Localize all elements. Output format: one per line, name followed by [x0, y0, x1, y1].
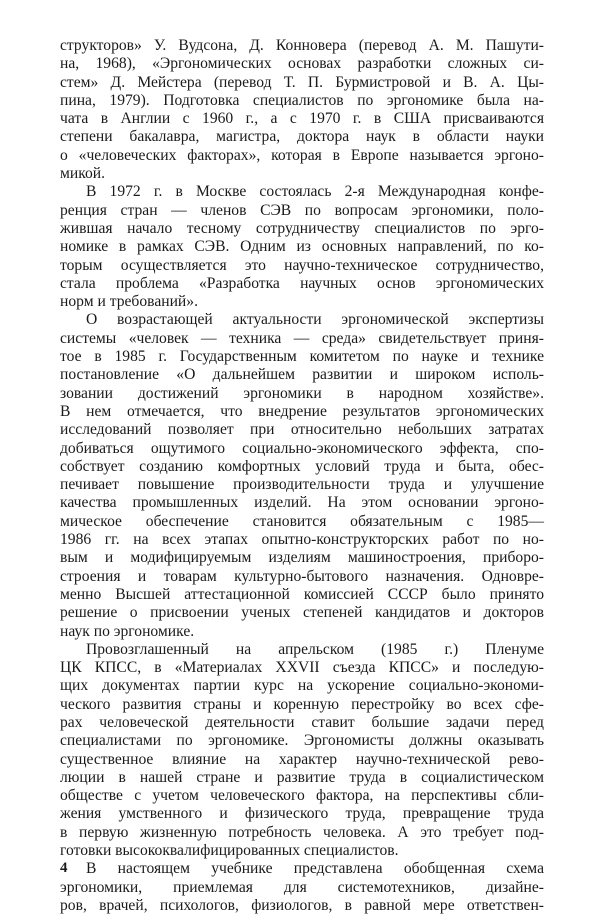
text-line: исследований позволяет при относительно небольших затратах — [60, 421, 544, 439]
text-line: обществе с учетом человеческого фактора, на перспективы сбли- — [60, 787, 544, 805]
text-line: собствует созданию комфортных условий труда и быта, обес- — [60, 457, 544, 475]
text-line: специалистами по эргономике. Эргономисты должны оказывать — [60, 732, 544, 750]
text-line: добиваться ощутимого социально-экономического эффекта, спо- — [60, 439, 544, 457]
text-line: люции в нашей стране и развитие труда в социалистическом — [60, 768, 544, 786]
paragraph — [60, 641, 544, 861]
text-line: готовки высококвалифицированных специалистов. — [60, 842, 399, 860]
text-line: ренция стран — членов СЭВ по вопросам эргономики, поло- — [60, 201, 544, 219]
text-line: пина, 1979). Подготовка специалистов по эргономике была на- — [60, 91, 544, 109]
text-line: щих документах партии курс на ускорение социально-экономи- — [60, 677, 544, 695]
paragraph — [60, 860, 544, 915]
text-line: торым осуществляется это научно-техническое сотрудничество, — [60, 256, 544, 274]
text-line: О возрастающей актуальности эргономической экспертизы — [86, 311, 544, 329]
text-line: В 1972 г. в Москве состоялась 2-я Международная конфе- — [86, 183, 544, 201]
text-line: наук по эргономике. — [60, 622, 195, 640]
text-line: чата в Англии с 1960 г., а с 1970 г. в США присваиваются — [60, 110, 544, 128]
text-line: жения умственного и физического труда, превращение труда — [60, 805, 544, 823]
text-line: структоров» У. Вудсона, Д. Конновера (перевод А. М. Пашути- — [60, 37, 544, 54]
text-line: рах человеческой деятельности ставит большие задачи перед — [60, 713, 544, 731]
text-line: номике в рамках СЭВ. Одним из основных направлений, по ко- — [60, 238, 544, 256]
text-line: решение о присвоении ученых степеней кандидатов и докторов — [60, 604, 544, 622]
text-line: системы «человек — техника — среда» свидетельствует приня- — [60, 329, 544, 347]
text-line: ЦК КПСС, в «Материалах XXVII съезда КПСС» и последую- — [60, 659, 544, 677]
text-line: стала проблема «Разработка научных основ эргономических — [60, 274, 544, 292]
text-line: о «человеческих факторах», которая в Европе называется эргоно- — [60, 146, 544, 164]
text-line: Провозглашенный на апрельском (1985 г.) Пленуме — [86, 640, 544, 658]
text-line: микой. — [60, 165, 106, 183]
text-line: вым и модифицируемым изделиям машиностроения, приборо- — [60, 549, 544, 567]
text-line: на, 1968), «Эргономических основах разработки сложных си- — [60, 55, 544, 73]
text-line: в первую жизненную потребность человека. А это требует под- — [60, 823, 544, 841]
text-line: менно Высшей аттестационной комиссией СССР было принято — [60, 585, 544, 603]
text-line: эргономики, приемлемая для системотехников, дизайне- — [60, 878, 544, 896]
text-line: 1986 гг. на всех этапах опытно-конструкторских работ по но- — [60, 531, 544, 549]
text-line: стем» Д. Мейстера (перевод Т. П. Бурмистровой и В. А. Цы- — [60, 73, 544, 91]
text-line: качества промышленных изделий. На этом основании эргоно- — [60, 494, 544, 512]
text-line: постановление «О дальнейшем развитии и широком исполь- — [60, 366, 544, 384]
text-line: ров, врачей, психологов, физиологов, в равной мере ответствен- — [60, 896, 544, 914]
text-line: жившая начало тесному сотрудничеству специалистов по эрго- — [60, 219, 544, 237]
text-line: степени бакалавра, магистра, доктора наук в области науки — [60, 128, 544, 146]
text-line: норм и требований». — [60, 293, 198, 311]
text-line: мическое обеспечение становится обязательным с 1985— — [60, 512, 544, 530]
body-text — [60, 37, 544, 915]
text-line: В нем отмечается, что внедрение результатов эргономических — [60, 402, 544, 420]
page-number: 4 — [60, 860, 68, 876]
text-line: В настоящем учебнике представлена обобщенная схема — [86, 860, 544, 878]
text-line: ческого развития страны и коренную перестройку во всех сфе- — [60, 695, 544, 713]
paragraph — [60, 183, 544, 311]
text-line: печивает повышение производительности труда и улучшение — [60, 476, 544, 494]
text-line: строения и товарам культурно-бытового назначения. Одновре- — [60, 567, 544, 585]
paragraph — [60, 311, 544, 640]
text-line: существенное влияние на характер научно-технической рево- — [60, 750, 544, 768]
text-line: тое в 1985 г. Государственным комитетом по науке и технике — [60, 348, 544, 366]
paragraph — [60, 37, 544, 183]
text-line: зовании достижений эргономики в народном хозяйстве». — [60, 384, 544, 402]
